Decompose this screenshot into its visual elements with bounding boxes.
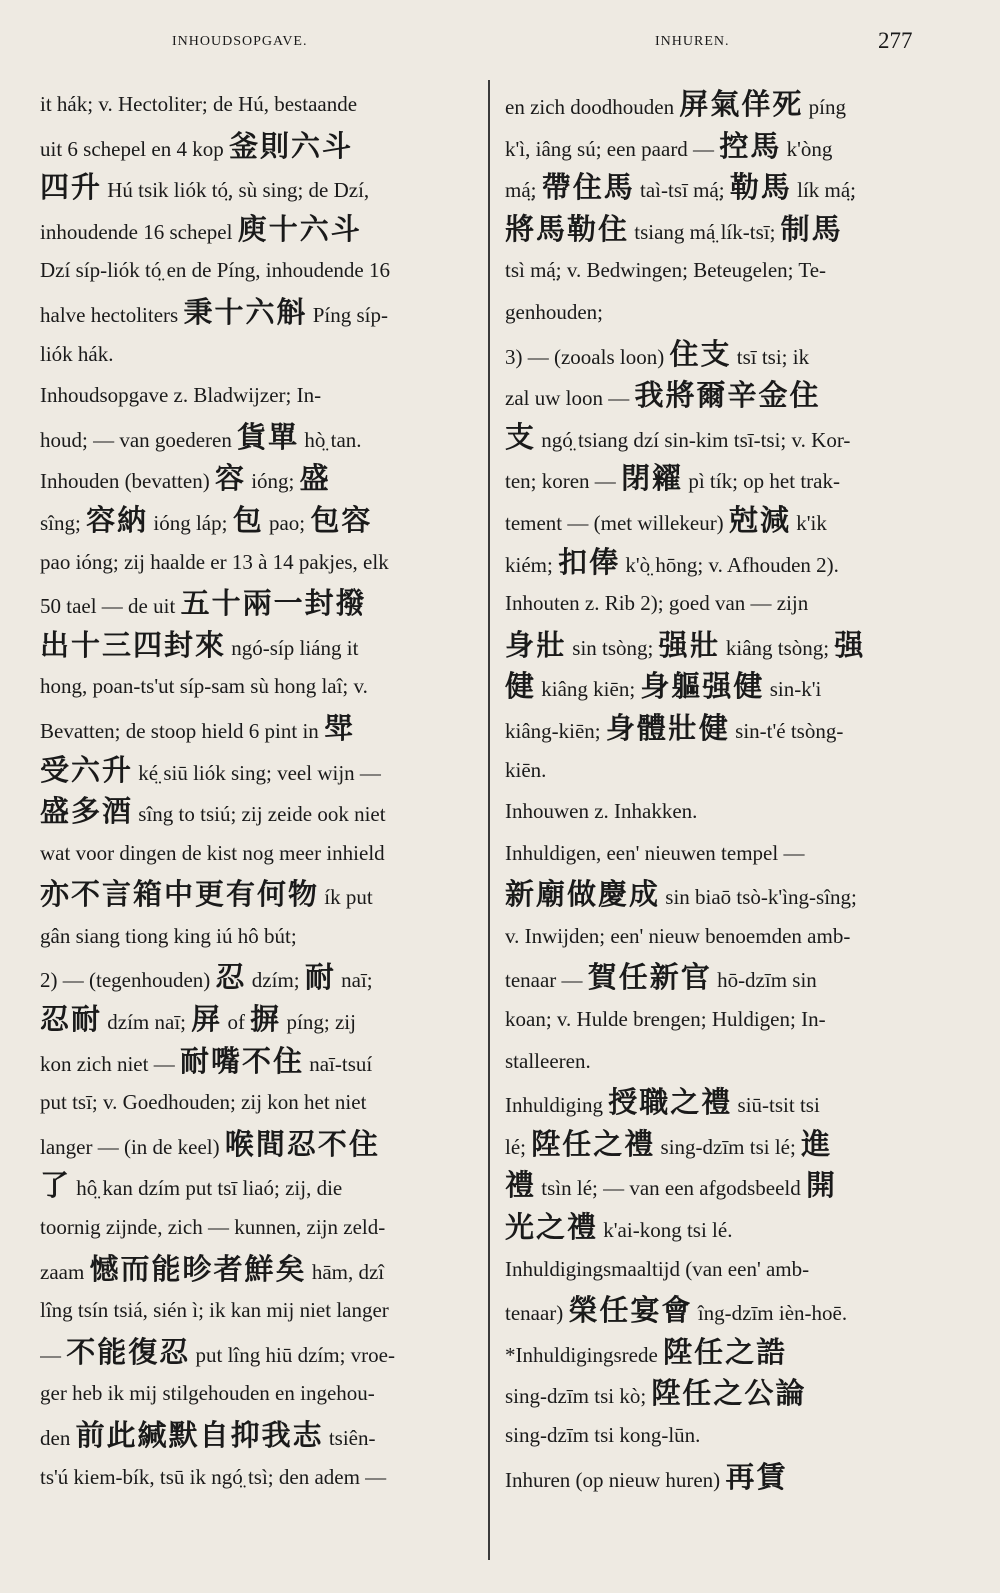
text-line: pao ióng; zij haalde er 13 à 14 pakjes, elk [40,549,389,574]
text-line: 光之禮 k'ai-kong tsi lé. [505,1210,733,1245]
text-line: 禮 tsìn lé; — van een afgodsbeeld 開 [505,1168,838,1203]
text-line: zaam 憾而能昣者鮮矣 hām, dzî [40,1251,385,1286]
left-column [40,84,472,1498]
text-line: Inhouten z. Rib 2); goed van — zijn [505,591,809,616]
text-line: Dzí síp-liók tó̤ en de Píng, inhoudende 16 [40,258,390,283]
text-line: Inhuldigen, een' nieuwen tempel — [505,840,805,865]
text-line: wat voor dingen de kist nog meer inhield [40,840,385,865]
text-line: 忍耐 dzím naī; 屏 of 摒 píng; zij [40,1002,356,1037]
text-line: tenaar — 賀任新官 hō-dzīm sin [505,960,817,995]
text-line: lîng tsín tsiá, sién ì; ik kan mij niet langer [40,1298,389,1323]
text-line: gân siang tiong king iú hô bút; [40,923,297,948]
text-line: Inhouwen z. Inhakken. [505,799,698,824]
text-line: 身壯 sin tsòng; 强壯 kiâng tsòng; 强 [505,627,866,662]
text-line: liók hák. [40,341,114,366]
text-line: it hák; v. Hectoliter; de Hú, bestaande [40,92,358,116]
text-line: Inhuren (op nieuw huren) 再賃 [505,1459,788,1494]
text-line: sîng; 容納 ióng láp; 包 pao; 包容 [40,502,373,537]
text-line: zal uw loon — 我將爾辛金住 [505,378,821,413]
text-line: houd; — van goederen 貨單 hò̤ tan. [40,419,362,454]
text-line: lé; 陞任之禮 sing-dzīm tsi lé; 進 [505,1126,833,1161]
text-line: den 前此緘默自抑我志 tsiên- [40,1418,376,1452]
text-line: Inhoudsopgave z. Bladwijzer; In- [40,383,322,408]
text-line: 支 ngó̤ tsiang dzí sin-kim tsī-tsi; v. Kor- [505,419,851,454]
text-line: 2) — (tegenhouden) 忍 dzím; 耐 naī; [40,960,373,995]
text-line: sing-dzīm tsi kò; 陞任之公論 [505,1376,807,1411]
text-line: 3) — (zooals loon) 住支 tsī tsi; ik [505,336,810,371]
text-line: 健 kiâng kiēn; 身軀强健 sin-k'i [505,669,822,704]
text-line: *Inhuldigingsrede 陞任之誥 [505,1334,788,1369]
text-line: put tsī; v. Goedhouden; zij kon het niet [40,1090,367,1115]
text-line: kiém; 扣俸 k'ò̤ hōng; v. Afhouden 2). [505,544,839,579]
text-line: 四升 Hú tsik liók tó̤, sù sing; de Dzí, [40,170,370,205]
text-line: — 不能復忍 put lîng hiū dzím; vroe- [40,1334,395,1369]
text-line: tement — (met willekeur) 尅減 k'ik [505,502,827,537]
column-divider [488,80,490,1560]
running-head-left: INHOUDSOPGAVE. [172,34,308,49]
text-line: halve hectoliters 秉十六斛 Píng síp- [40,294,388,329]
text-line: koan; v. Hulde brengen; Huldigen; In- [505,1007,826,1032]
text-line: kiēn. [505,757,547,782]
text-line: ts'ú kiem-bík, tsū ik ngó̤ tsì; den adem — [40,1464,387,1489]
text-line: 新廟做慶成 sin biaō tsò-k'ìng-sîng; [505,877,857,912]
text-line: sing-dzīm tsi kong-lūn. [505,1423,701,1447]
text-line: Inhuldigingsmaaltijd (van een' amb- [505,1256,810,1281]
text-line: 了 hô̤ kan dzím put tsī liaó; zij, die [40,1168,343,1203]
right-column [505,84,925,1498]
text-line: 50 tael — de uit 五十兩一封撥 [40,586,367,621]
text-line: kiâng-kiēn; 身體壯健 sin-t'é tsòng- [505,710,844,745]
text-line: inhoudende 16 schepel 庾十六斗 [40,211,362,246]
text-line: 亦不言箱中更有何物 ík put [40,877,373,912]
text-line: k'ì, iâng sú; een paard — 控馬 k'òng [505,128,833,163]
text-line: Bevatten; de stoop hield 6 pint in 斝 [40,710,356,745]
text-line: Inhuldiging 授職之禮 siū-tsit tsi [505,1085,820,1120]
text-line: stalleeren. [505,1048,591,1073]
text-line: ten; koren — 閉糴 pì tík; op het trak- [505,461,840,496]
text-line: toornig zijnde, zich — kunnen, zijn zeld- [40,1215,386,1240]
text-line: 盛多酒 sîng to tsiú; zij zeide ook niet [40,794,386,829]
text-line: tsì má̤; v. Bedwingen; Beteugelen; Te- [505,258,827,283]
text-line: uit 6 schepel en 4 kop 釜則六斗 [40,128,353,163]
text-line: 將馬勒住 tsiang má̤ lík-tsī; 制馬 [505,211,843,246]
text-line: tenaar) 榮任宴會 îng-dzīm ièn-hoē. [505,1293,848,1328]
text-line: v. Inwijden; een' nieuw benoemden amb- [505,923,851,948]
text-line: en zich doodhouden 屏氣佯死 píng [505,87,846,121]
text-line: má̤; 帶住馬 taì-tsī má̤; 勒馬 lík má̤; [505,170,857,205]
text-line: langer — (in de keel) 喉間忍不住 [40,1126,380,1161]
text-line: ger heb ik mij stilgehouden en ingehou- [40,1381,375,1406]
text-line: 出十三四封來 ngó-síp liáng it [40,627,359,662]
text-line: genhouden; [505,299,603,324]
text-line: kon zich niet — 耐嘴不住 naī-tsuí [40,1043,373,1078]
page-number: 277 [878,28,913,53]
text-line: Inhouden (bevatten) 容 ióng; 盛 [40,461,331,496]
text-line: hong, poan-ts'ut síp-sam sù hong laî; v. [40,674,368,699]
running-head-right: INHUREN. [655,34,730,49]
text-line: 受六升 ké̤ siū liók sing; veel wijn — [40,752,381,787]
